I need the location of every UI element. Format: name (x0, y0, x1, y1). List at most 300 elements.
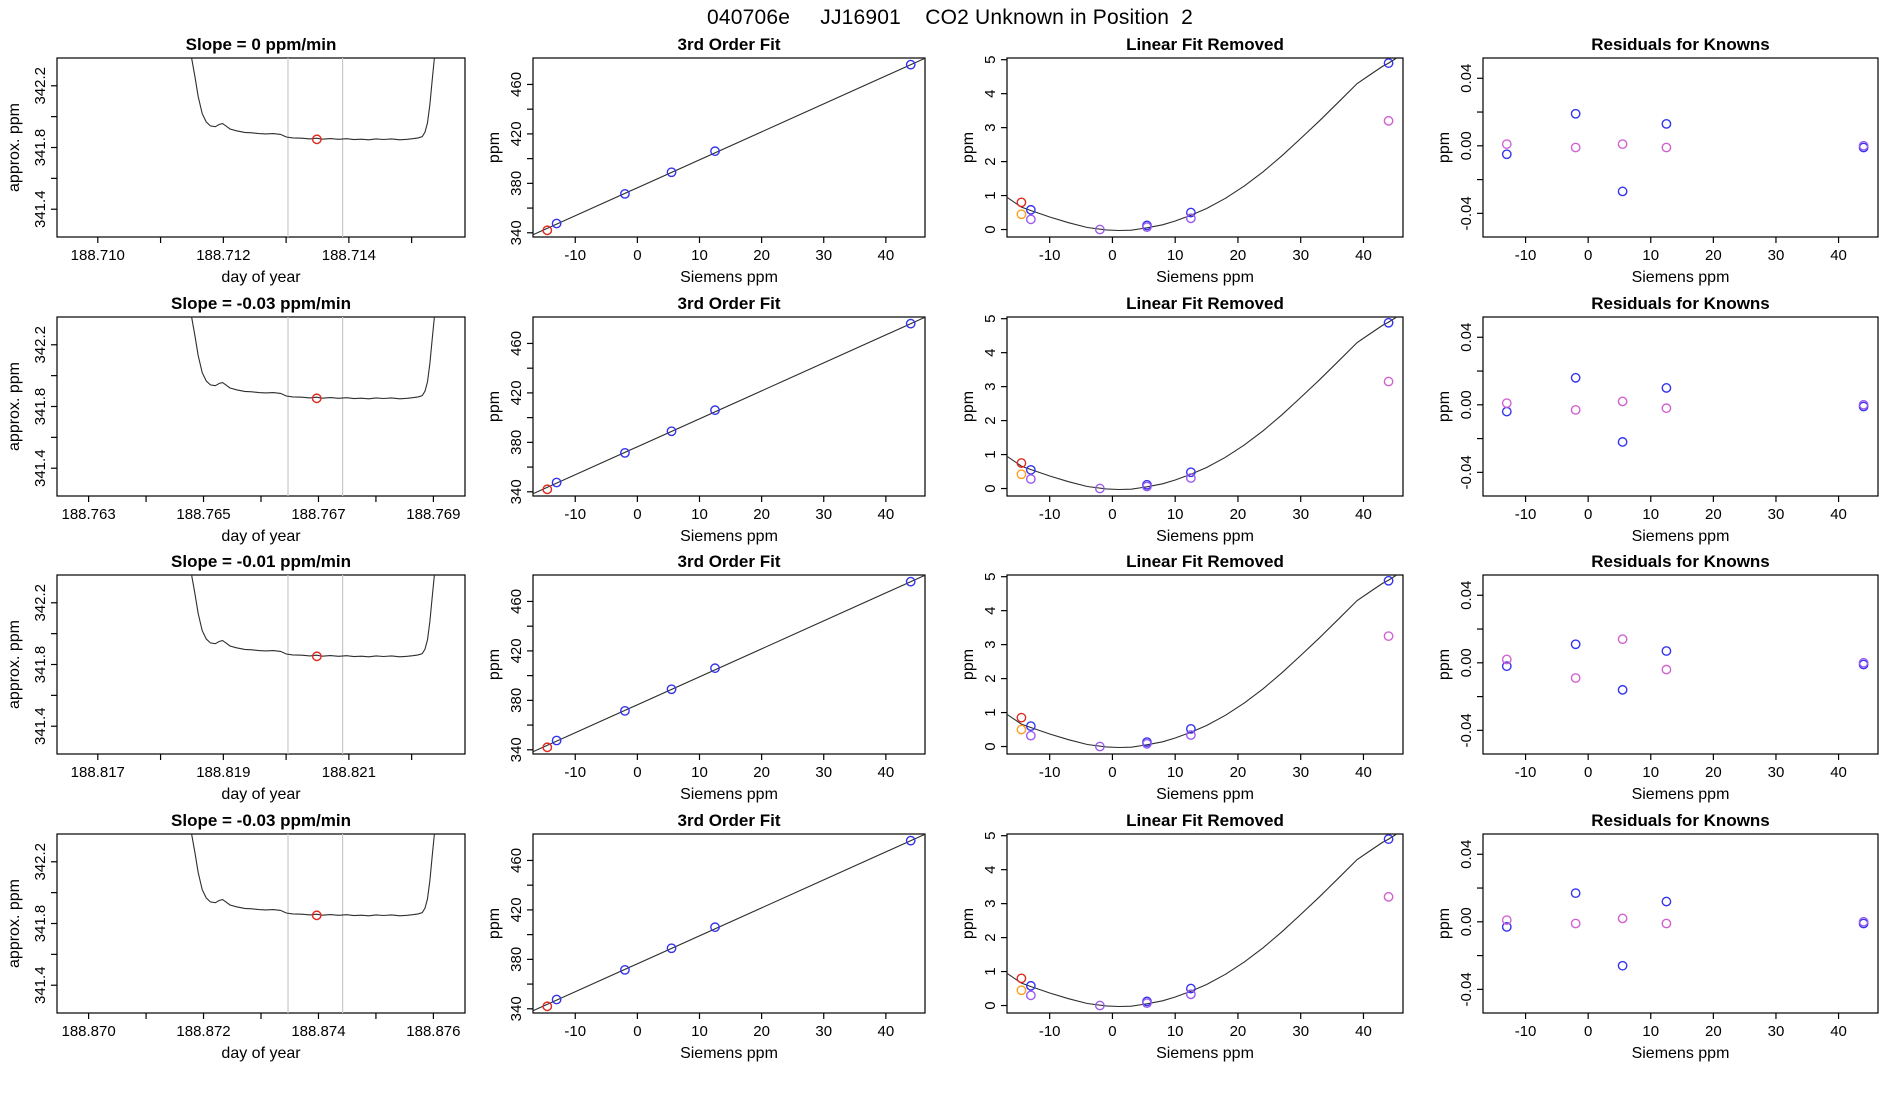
x-axis-label: day of year (221, 269, 301, 286)
y-tick-label: 3 (982, 382, 999, 391)
y-tick-label: 341.8 (32, 645, 49, 684)
plot-box (1007, 317, 1403, 496)
y-tick-label: 3 (982, 640, 999, 649)
panel-svg-slope (0, 30, 475, 289)
plot-box (57, 575, 465, 754)
removed-point-blue (1384, 319, 1392, 327)
y-tick-label: 420 (508, 638, 525, 664)
x-tick-label: -10 (564, 506, 587, 523)
residual-point-blue (1618, 686, 1626, 694)
y-tick-label: 0 (982, 1001, 999, 1010)
y-tick-label: 342.2 (32, 326, 49, 364)
y-axis-label: ppm (960, 907, 977, 940)
panel-svg-removed (950, 806, 1425, 1065)
x-tick-label: 40 (877, 506, 895, 523)
x-tick-label: 30 (815, 506, 833, 523)
y-tick-label: 460 (508, 588, 525, 614)
residual-point-blue (1571, 110, 1579, 118)
x-tick-label: -10 (564, 764, 587, 781)
x-tick-label: 0 (1108, 247, 1117, 264)
residual-point-magenta (1618, 140, 1626, 148)
plot-box (1483, 317, 1878, 496)
x-tick-label: -10 (1038, 764, 1061, 781)
x-tick-label: 40 (877, 1023, 895, 1040)
x-tick-label: 0 (1583, 1023, 1593, 1040)
residual-point-magenta (1662, 404, 1670, 412)
residual-point-blue (1618, 187, 1626, 195)
removed-point-orange (1017, 470, 1025, 478)
y-tick-label: 341.4 (32, 966, 49, 1004)
x-tick-label: 20 (1229, 506, 1247, 523)
panel-svg-residuals (1425, 547, 1900, 806)
y-tick-label: 0.04 (1458, 63, 1475, 93)
residual-point-blue (1503, 407, 1511, 415)
y-tick-label: 420 (508, 897, 525, 923)
y-tick-label: -0.04 (1458, 713, 1475, 748)
x-axis-label: day of year (221, 528, 301, 545)
y-tick-label: 340 (508, 479, 525, 505)
plot-box (1483, 58, 1878, 237)
x-tick-label: -10 (1514, 247, 1537, 264)
known-point (552, 219, 560, 227)
x-axis-label: Siemens ppm (680, 269, 778, 286)
panel-row3-removed (950, 547, 1425, 806)
y-tick-label: 0.00 (1458, 907, 1475, 937)
residual-point-blue (1662, 384, 1670, 392)
plot-box (57, 317, 465, 496)
x-tick-label: 40 (1355, 1023, 1372, 1040)
residual-point-magenta (1662, 143, 1670, 151)
y-axis-label: ppm (960, 131, 977, 164)
panel-row3-fit (475, 547, 950, 806)
panel-svg-removed (950, 289, 1425, 548)
x-tick-label: 30 (1767, 764, 1785, 781)
removed-point-magenta (1384, 377, 1392, 385)
y-tick-label: 0.04 (1458, 839, 1475, 869)
panel-title: Slope = 0 ppm/min (185, 35, 337, 54)
y-tick-label: 2 (982, 416, 999, 425)
selected-sample-marker (313, 911, 321, 919)
x-tick-label: 10 (691, 1023, 708, 1040)
plot-box (1007, 834, 1403, 1013)
residual-point-magenta (1571, 919, 1579, 927)
x-tick-label: 0 (1108, 764, 1117, 781)
x-tick-label: 40 (1830, 1023, 1847, 1040)
fit-line (533, 575, 925, 752)
y-axis-label: ppm (1436, 131, 1453, 164)
panel-row4-fit (475, 806, 950, 1065)
removed-point-magenta (1384, 893, 1392, 901)
residual-point-blue (1571, 374, 1579, 382)
x-tick-label: 10 (691, 764, 708, 781)
residual-point-blue (1571, 640, 1579, 648)
removed-point-purple (1027, 731, 1035, 739)
residual-point-magenta (1662, 665, 1670, 673)
panel-row1-residuals (1425, 30, 1900, 289)
panel-title: 3rd Order Fit (677, 35, 781, 54)
x-tick-label: 188.819 (196, 764, 251, 781)
panel-row2-residuals (1425, 289, 1900, 548)
residual-point-magenta (1503, 140, 1511, 148)
y-tick-label: 380 (508, 946, 525, 972)
panel-title: 3rd Order Fit (677, 552, 781, 571)
y-tick-label: 460 (508, 71, 525, 97)
panel-title: Slope = -0.03 ppm/min (171, 294, 351, 313)
x-tick-label: 0 (1583, 247, 1593, 264)
panel-title: 3rd Order Fit (677, 294, 781, 313)
x-tick-label: 10 (1166, 247, 1184, 264)
y-tick-label: 4 (982, 865, 999, 874)
residual-point-blue (1662, 120, 1670, 128)
y-tick-label: -0.04 (1458, 972, 1475, 1007)
known-point (552, 995, 560, 1003)
panel-row2-fit (475, 289, 950, 548)
panel-row2-slope (0, 289, 475, 548)
x-tick-label: 20 (753, 506, 770, 523)
x-tick-label: 0 (633, 247, 642, 264)
removed-point-orange (1017, 725, 1025, 733)
panel-title: Linear Fit Removed (1126, 552, 1284, 571)
x-tick-label: -10 (1514, 764, 1537, 781)
unknown-point (543, 485, 551, 493)
y-tick-label: 460 (508, 847, 525, 873)
y-tick-label: 341.8 (32, 387, 49, 426)
panel-svg-removed (950, 30, 1425, 289)
panel-row4-slope (0, 806, 475, 1065)
page-title: 040706e JJ16901 CO2 Unknown in Position 2 (706, 6, 1194, 29)
panel-svg-residuals (1425, 30, 1900, 289)
plot-box (1007, 58, 1403, 237)
y-tick-label: 0.04 (1458, 322, 1475, 352)
x-tick-label: 20 (1229, 764, 1247, 781)
y-tick-label: 0.04 (1458, 580, 1475, 610)
y-tick-label: 5 (982, 55, 999, 64)
y-tick-label: 341.4 (32, 449, 49, 487)
x-tick-label: -10 (564, 1023, 587, 1040)
known-point (552, 736, 560, 744)
x-tick-label: 20 (1705, 764, 1722, 781)
x-tick-label: 20 (1705, 506, 1722, 523)
x-axis-label: Siemens ppm (680, 1045, 778, 1062)
panel-title: Linear Fit Removed (1126, 294, 1284, 313)
residual-point-magenta (1662, 919, 1670, 927)
known-point (552, 478, 560, 486)
unknown-point (543, 743, 551, 751)
removed-point-magenta (1384, 117, 1392, 125)
x-tick-label: -10 (1038, 247, 1061, 264)
x-tick-label: -10 (1038, 1023, 1061, 1040)
concentration-curve (192, 834, 435, 916)
y-tick-label: 2 (982, 157, 999, 166)
removed-point-magenta (1384, 632, 1392, 640)
x-tick-label: 188.769 (406, 506, 461, 523)
y-tick-label: 4 (982, 89, 999, 98)
residual-point-blue (1571, 889, 1579, 897)
residual-curve (1007, 834, 1397, 1007)
x-tick-label: 188.712 (196, 247, 251, 264)
y-tick-label: 341.4 (32, 190, 49, 228)
unknown-point (543, 1002, 551, 1010)
panel-svg-fit (475, 289, 950, 548)
x-tick-label: 30 (1292, 506, 1310, 523)
x-tick-label: 188.763 (61, 506, 116, 523)
y-axis-label: ppm (486, 907, 503, 940)
residual-point-magenta (1571, 143, 1579, 151)
y-tick-label: 2 (982, 674, 999, 683)
panel-svg-residuals (1425, 806, 1900, 1065)
x-axis-label: Siemens ppm (1631, 528, 1730, 545)
y-tick-label: 0.00 (1458, 648, 1475, 678)
y-tick-label: 1 (982, 191, 999, 200)
panel-row4-removed (950, 806, 1425, 1065)
x-tick-label: 188.817 (70, 764, 125, 781)
removed-point-orange (1017, 210, 1025, 218)
concentration-curve (192, 575, 435, 657)
panel-title: Residuals for Knowns (1591, 294, 1770, 313)
panel-row3-slope (0, 547, 475, 806)
x-tick-label: 40 (1355, 764, 1372, 781)
x-tick-label: 40 (1830, 247, 1847, 264)
y-axis-label: ppm (486, 648, 503, 681)
x-tick-label: 188.876 (406, 1023, 461, 1040)
x-axis-label: Siemens ppm (1631, 269, 1730, 286)
x-tick-label: 10 (1642, 1023, 1660, 1040)
y-axis-label: approx. ppm (6, 620, 23, 709)
y-tick-label: 380 (508, 687, 525, 713)
x-tick-label: -10 (1514, 1023, 1537, 1040)
x-tick-label: 30 (1292, 1023, 1310, 1040)
panel-svg-residuals (1425, 289, 1900, 548)
y-tick-label: 340 (508, 220, 525, 246)
removed-point-red (1017, 713, 1025, 721)
residual-point-blue (1662, 647, 1670, 655)
x-tick-label: 20 (1229, 1023, 1247, 1040)
plot-box (1007, 575, 1403, 754)
x-tick-label: 188.870 (61, 1023, 116, 1040)
fit-line (533, 834, 925, 1011)
x-tick-label: 40 (1830, 764, 1847, 781)
removed-point-blue (1384, 577, 1392, 585)
x-axis-label: Siemens ppm (1156, 269, 1254, 286)
residual-point-blue (1503, 150, 1511, 158)
y-tick-label: 342.2 (32, 584, 49, 622)
removed-point-purple (1187, 474, 1195, 482)
y-tick-label: 342.2 (32, 67, 49, 105)
residual-point-magenta (1618, 397, 1626, 405)
y-tick-label: 4 (982, 606, 999, 615)
y-tick-label: 3 (982, 123, 999, 132)
y-tick-label: 0 (982, 484, 999, 493)
panel-svg-fit (475, 806, 950, 1065)
panel-title: 3rd Order Fit (677, 811, 781, 830)
x-tick-label: 20 (753, 247, 770, 264)
x-tick-label: 10 (1166, 506, 1184, 523)
x-tick-label: 40 (877, 764, 895, 781)
panel-title: Linear Fit Removed (1126, 811, 1284, 830)
panel-title: Slope = -0.01 ppm/min (171, 552, 351, 571)
selected-sample-marker (313, 394, 321, 402)
x-tick-label: 40 (1830, 506, 1847, 523)
plot-box (1483, 575, 1878, 754)
panel-svg-removed (950, 547, 1425, 806)
y-axis-label: approx. ppm (6, 362, 23, 451)
y-tick-label: -0.04 (1458, 196, 1475, 231)
x-tick-label: 10 (1166, 1023, 1184, 1040)
y-tick-label: 1 (982, 967, 999, 976)
x-tick-label: 188.821 (321, 764, 376, 781)
residual-curve (1007, 317, 1397, 490)
x-axis-label: Siemens ppm (1156, 528, 1254, 545)
y-tick-label: 0 (982, 225, 999, 234)
x-axis-label: Siemens ppm (1156, 1045, 1254, 1062)
x-tick-label: 30 (815, 247, 833, 264)
y-axis-label: ppm (486, 131, 503, 164)
removed-point-red (1017, 974, 1025, 982)
x-tick-label: 30 (1292, 247, 1310, 264)
y-tick-label: 1 (982, 450, 999, 459)
y-tick-label: 0 (982, 742, 999, 751)
y-tick-label: 4 (982, 348, 999, 357)
x-tick-label: 0 (1108, 506, 1117, 523)
x-tick-label: -10 (1514, 506, 1537, 523)
y-tick-label: 0.00 (1458, 390, 1475, 420)
panel-svg-fit (475, 547, 950, 806)
panel-svg-slope (0, 547, 475, 806)
concentration-curve (192, 58, 435, 140)
panel-row1-slope (0, 30, 475, 289)
y-tick-label: 420 (508, 380, 525, 406)
y-tick-label: 340 (508, 996, 525, 1022)
x-axis-label: Siemens ppm (680, 786, 778, 803)
y-tick-label: 342.2 (32, 843, 49, 881)
x-tick-label: 10 (1642, 247, 1660, 264)
fit-line (533, 317, 925, 494)
panel-svg-slope (0, 289, 475, 548)
x-tick-label: 10 (1642, 764, 1660, 781)
panel-title: Linear Fit Removed (1126, 35, 1284, 54)
x-tick-label: 30 (815, 1023, 833, 1040)
panel-row1-fit (475, 30, 950, 289)
x-tick-label: 40 (877, 247, 895, 264)
panel-row1-removed (950, 30, 1425, 289)
panel-row2-removed (950, 289, 1425, 548)
fit-line (533, 58, 925, 235)
x-tick-label: 0 (1108, 1023, 1117, 1040)
y-tick-label: -0.04 (1458, 455, 1475, 490)
x-tick-label: 20 (753, 1023, 770, 1040)
x-tick-label: 10 (1166, 764, 1184, 781)
y-axis-label: approx. ppm (6, 103, 23, 192)
residual-point-blue (1618, 438, 1626, 446)
y-tick-label: 2 (982, 933, 999, 942)
y-tick-label: 380 (508, 170, 525, 196)
residual-curve (1007, 575, 1397, 748)
residual-point-magenta (1571, 674, 1579, 682)
y-tick-label: 1 (982, 708, 999, 717)
removed-point-purple (1027, 215, 1035, 223)
x-axis-label: Siemens ppm (1631, 786, 1730, 803)
residual-curve (1007, 58, 1397, 231)
y-tick-label: 341.8 (32, 128, 49, 167)
residual-point-magenta (1503, 399, 1511, 407)
x-tick-label: 188.872 (176, 1023, 231, 1040)
y-tick-label: 380 (508, 429, 525, 455)
x-tick-label: 40 (1355, 506, 1372, 523)
y-axis-label: ppm (1436, 390, 1453, 423)
removed-point-purple (1027, 991, 1035, 999)
x-tick-label: 30 (1292, 764, 1310, 781)
x-tick-label: 20 (1229, 247, 1247, 264)
y-tick-label: 0.00 (1458, 131, 1475, 161)
x-tick-label: 188.874 (291, 1023, 346, 1040)
unknown-point (543, 226, 551, 234)
x-tick-label: 0 (633, 506, 642, 523)
y-axis-label: ppm (1436, 907, 1453, 940)
y-tick-label: 340 (508, 737, 525, 763)
plot-box (57, 58, 465, 237)
removed-point-purple (1027, 475, 1035, 483)
x-tick-label: -10 (1038, 506, 1061, 523)
x-axis-label: Siemens ppm (680, 528, 778, 545)
plot-box (57, 834, 465, 1013)
plot-box (1483, 834, 1878, 1013)
y-tick-label: 5 (982, 831, 999, 840)
x-tick-label: 30 (1767, 1023, 1785, 1040)
concentration-curve (192, 317, 435, 399)
x-axis-label: day of year (221, 1045, 301, 1062)
y-tick-label: 341.4 (32, 707, 49, 745)
y-tick-label: 5 (982, 314, 999, 323)
panel-title: Residuals for Knowns (1591, 35, 1770, 54)
residual-point-magenta (1571, 406, 1579, 414)
y-tick-label: 3 (982, 899, 999, 908)
x-tick-label: 40 (1355, 247, 1372, 264)
x-tick-label: 0 (1583, 764, 1593, 781)
x-tick-label: 188.714 (321, 247, 376, 264)
x-axis-label: day of year (221, 786, 301, 803)
x-tick-label: -10 (564, 247, 587, 264)
x-tick-label: 10 (691, 247, 708, 264)
y-tick-label: 420 (508, 121, 525, 147)
panel-svg-slope (0, 806, 475, 1065)
y-axis-label: ppm (486, 390, 503, 423)
x-axis-label: Siemens ppm (1631, 1045, 1730, 1062)
y-tick-label: 341.8 (32, 904, 49, 943)
y-axis-label: approx. ppm (6, 879, 23, 968)
residual-point-blue (1662, 897, 1670, 905)
x-axis-label: Siemens ppm (1156, 786, 1254, 803)
x-tick-label: 0 (633, 764, 642, 781)
y-axis-label: ppm (960, 648, 977, 681)
x-tick-label: 0 (633, 1023, 642, 1040)
x-tick-label: 30 (1767, 247, 1785, 264)
y-axis-label: ppm (1436, 648, 1453, 681)
x-tick-label: 30 (815, 764, 833, 781)
removed-point-orange (1017, 986, 1025, 994)
panel-title: Residuals for Knowns (1591, 552, 1770, 571)
y-axis-label: ppm (960, 390, 977, 423)
x-tick-label: 10 (691, 506, 708, 523)
x-tick-label: 20 (753, 764, 770, 781)
x-tick-label: 10 (1642, 506, 1660, 523)
removed-point-red (1017, 198, 1025, 206)
x-tick-label: 188.767 (291, 506, 346, 523)
y-tick-label: 5 (982, 572, 999, 581)
x-tick-label: 188.765 (176, 506, 231, 523)
panel-title: Slope = -0.03 ppm/min (171, 811, 351, 830)
residual-point-blue (1618, 962, 1626, 970)
x-tick-label: 30 (1767, 506, 1785, 523)
